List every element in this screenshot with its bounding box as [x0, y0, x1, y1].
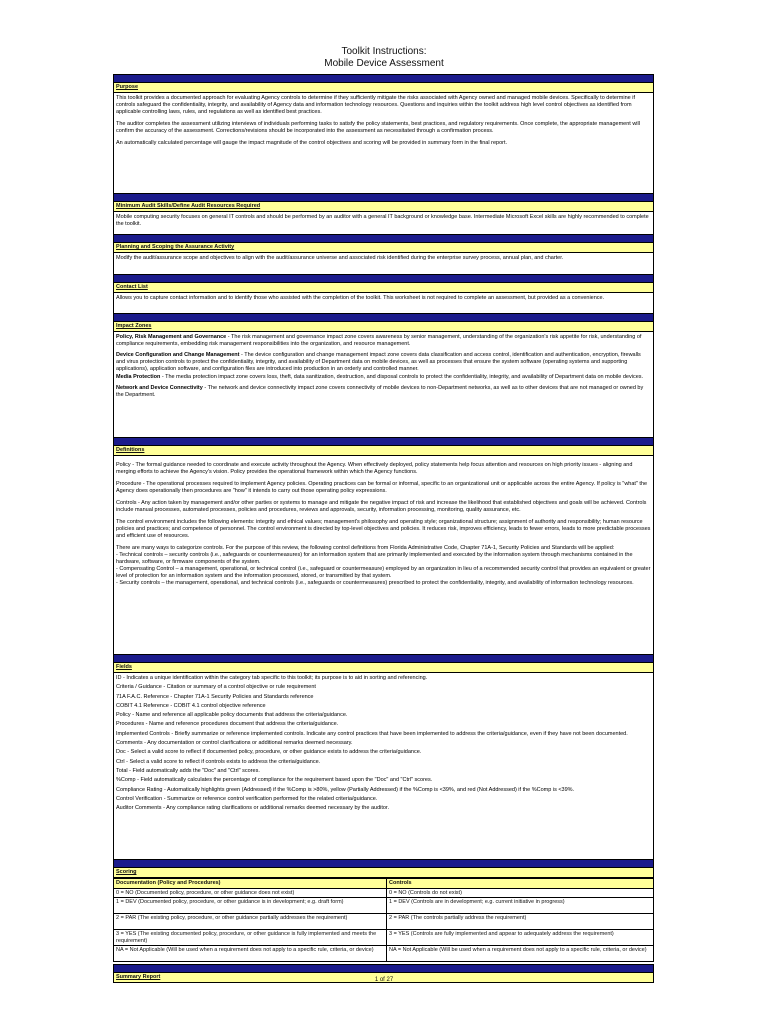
purpose-body	[113, 93, 654, 193]
skills-body	[113, 212, 654, 234]
definitions-body	[113, 456, 654, 654]
field-item: COBIT 4.1 Reference - COBIT 4.1 control objective reference	[116, 702, 266, 709]
scoring-col-ctrl: Controls	[387, 879, 654, 889]
purpose-paragraph: An automatically calculated percentage will gauge the impact magnitude of the control objectives and scoring will be provided in summary form in the final report.	[116, 140, 508, 146]
field-item: Criteria / Guidance - Citation or summary of a control objective or rule requirement	[116, 684, 316, 691]
skills-text: Mobile computing security focuses on general IT controls and should be performed by an auditor with a general IT background or knowledge base. Intermediate Microsoft Excel skills are highly recommended to complete the toolkit.	[116, 214, 649, 227]
impact-label: Media Protection	[116, 374, 161, 380]
impact-body	[113, 332, 654, 437]
field-item: 71A F.A.C. Reference - Chapter 71A-1 Security Policies and Standards reference	[116, 693, 314, 700]
purpose-paragraph: The auditor completes the assessment utilizing interviews of individuals performing tasks to satisfy the policy statements, best practices, and regulatory requirements. Once complete, the appropriate management will confirm the accuracy of the assessment. Corrections/revisions should be incorporated into the assessment as necessitated through a confirmation process.	[116, 121, 640, 134]
page-title: Toolkit Instructions:	[341, 46, 427, 57]
scoring-doc-cell: 1 = DEV (Documented policy, procedure, or other guidance is in development; e.g. draft form)	[114, 898, 387, 914]
definition-paragraph: Controls - Any action taken by management and/or other parties or systems to manage and mitigate the negative impact of risk and increase the likelihood that established objectives and goals will be achieved. Controls include manual processes, automated processes, policies and procedures, reviews and approvals, security, information processing, monitoring, quality assurance, etc.	[116, 500, 647, 513]
scoring-ctrl-cell: 1 = DEV (Controls are in development; e.g. current initiative in progress)	[387, 898, 654, 914]
scoring-table	[113, 878, 654, 962]
section-band	[113, 859, 654, 867]
scoring-col-doc: Documentation (Policy and Procedures)	[114, 879, 387, 889]
impact-item	[116, 385, 651, 399]
scoring-header-row	[114, 879, 654, 889]
section-band	[113, 964, 654, 972]
definition-paragraph: The control environment includes the following elements: integrity and ethical values; management's philosophy and operating style; organizational structure; assignment of authority and responsibility; human resource policies and practices; and competence of personnel. The control environment is directed by top-level objectives and policies. It reduces risk, improves efficiency, leads to fewer errors, leads to more predictable processes and efficient use of resources.	[116, 519, 651, 539]
field-item: ID - Indicates a unique identification within the category tab specific to this toolkit; its purpose is to aid in sorting and referencing.	[116, 675, 428, 681]
skills-heading: Minimum Audit Skills/Define Audit Resources Required	[113, 201, 654, 212]
definition-bullet: - Security controls – the management, operational, and technical controls (i.e., safeguards or countermeasures) prescribed to protect the confidentiality, integrity, and availability of information technology resources.	[116, 580, 634, 586]
contact-body	[113, 293, 654, 313]
planning-text: Modify the audit/assurance scope and objectives to align with the audit/assurance universe and associated risk identified during the enterprise survey process, annual plan, and charter.	[116, 255, 564, 261]
definition-bullet: - Compensating Control – a management, operational, or technical control (i.e., safeguard or countermeasure) employed by an organization in lieu of a recommended security control that provides an equivalent or greater level of protection for an information system and the information processed, stored, or transmitted by that system.	[116, 566, 651, 579]
impact-text: - The device configuration and change management impact zone covers data classification and access control, identification and authentication, encryption, firewalls and virus protection controls to protect the confidentiality, integrity, and availability of Department data on mobile devices, as well as processes that ensure the system software (operating systems and supporting applications), application software, and configuration files are introduced into production in an orderly and controlled manner.	[116, 352, 641, 372]
scoring-row	[114, 930, 654, 946]
field-item: Compliance Rating - Automatically highlights green (Addressed) if the %Comp is >80%, yellow (Partially Addressed) if the %Comp is <39%, and red (Not Addressed) if the %Comp is <39%.	[116, 786, 575, 793]
field-item: %Comp - Field automatically calculates the percentage of compliance for the requirement based upon the "Doc" and "Ctrl" scores.	[116, 777, 433, 784]
field-item: Total - Field automatically adds the "Doc" and "Ctrl" scores.	[116, 767, 260, 774]
page-subtitle: Mobile Device Assessment	[324, 58, 444, 69]
field-item: Control Verification - Summarize or reference control verification performed for the related criteria/guidance.	[116, 795, 378, 802]
scoring-row	[114, 888, 654, 898]
scoring-ctrl-cell: 2 = PAR (The controls partially address the requirement)	[387, 914, 654, 930]
scoring-row	[114, 914, 654, 930]
scoring-doc-cell: 3 = YES (The existing documented policy, procedure, or other guidance is fully implemented and meets the requirement)	[114, 930, 387, 946]
definition-paragraph: There are many ways to categorize controls. For the purpose of this review, the following control definitions from Florida Administrative Code, Chapter 71A-1, Security Policies and Standards will be applied:	[116, 545, 615, 551]
scoring-row	[114, 946, 654, 962]
field-item: Implemented Controls - Briefly summarize or reference implemented controls. Indicate any control practices that have been implemented to address the criteria/guidance, even if they have not been documented.	[116, 730, 628, 737]
impact-item	[116, 334, 651, 348]
scoring-doc-cell: 2 = PAR (The existing policy, procedure, or other guidance partially addresses the requirement)	[114, 914, 387, 930]
summary-heading: Summary Report	[113, 972, 654, 983]
field-item: Policy - Name and reference all applicable policy documents that address the criteria/guidance.	[116, 712, 348, 719]
instructions-sheet	[113, 74, 654, 983]
fields-body	[113, 673, 654, 859]
section-band	[113, 274, 654, 282]
page-number: 1 of 27	[374, 977, 394, 983]
section-band	[113, 654, 654, 662]
section-band	[113, 193, 654, 201]
purpose-paragraph: This toolkit provides a documented approach for evaluating Agency controls to determine if they sufficiently mitigate the risks associated with Agency owned and managed mobile devices. Specifically to determine if controls safeguard the confidentiality, integrity, and availability of Agency data and information technology resources. Questions and inquiries within the toolkit address high level control objectives as identified from applicable controlling laws, rules, and regulations as well as identified best practices.	[116, 95, 636, 115]
definitions-heading: Definitions	[113, 445, 654, 456]
impact-label: Device Configuration and Change Management	[116, 352, 240, 358]
contact-heading: Contact List	[113, 282, 654, 293]
scoring-doc-cell: NA = Not Applicable (Will be used when a requirement does not apply to a specific rule, criteria, or device)	[114, 946, 387, 962]
field-item: Ctrl - Select a valid score to reflect if controls exists to address the criteria/guidance.	[116, 758, 321, 765]
impact-text: - The risk management and governance impact zone covers awareness by senior management, understanding of the organization's risk appetite for risk, understanding of compliance requirements, embedding risk management responsibilities into the organization, and resource management.	[116, 334, 642, 347]
section-band	[113, 234, 654, 242]
impact-text: - The media protection impact zone covers loss, theft, data sanitization, destruction, and disposal controls to protect the confidentiality, integrity, and availability of Department data on mobile devices.	[160, 374, 644, 380]
definition-paragraph: Policy - The formal guidance needed to coordinate and execute activity throughout the Agency. When effectively deployed, policy statements help focus attention and resources on high priority issues - aligning and merging efforts to achieve the Agency's vision. Policy provides the operational framework within which the Agency functions.	[116, 462, 633, 475]
scoring-ctrl-cell: NA = Not Applicable (Will be used when a requirement does not apply to a specific rule, criteria, or device)	[387, 946, 654, 962]
scoring-doc-cell: 0 = NO (Documented policy, procedure, or other guidance does not exist)	[114, 888, 387, 898]
definition-paragraph: Procedure - The operational processes required to implement Agency policies. Operating practices can be formal or informal, specific to an organizational unit or applicable across the entire Agency. If policy is "what" the Agency does operationally then procedures are "how" it intends to carry out those operating policy expressions.	[116, 481, 648, 494]
field-item: Procedures - Name and reference procedures document that address the criteria/guidance.	[116, 721, 339, 728]
impact-label: Network and Device Connectivity	[116, 385, 203, 391]
section-band	[113, 313, 654, 321]
impact-label: Policy, Risk Management and Governance	[116, 334, 227, 340]
impact-text: - The network and device connectivity impact zone covers connectivity of mobile devices to non-Department networks, as well as to other devices that are not managed or owned by the Department.	[116, 385, 644, 398]
impact-heading: Impact Zones	[113, 321, 654, 332]
planning-heading: Planning and Scoping the Assurance Activity	[113, 242, 654, 253]
definition-bullet: - Technical controls – security controls (i.e., safeguards or countermeasures) for an information system that are primarily implemented and executed by the information system through mechanisms contained in the hardware, software, or firmware components of the system.	[116, 552, 633, 565]
purpose-heading: Purpose	[113, 82, 654, 93]
fields-heading: Fields	[113, 662, 654, 673]
planning-body	[113, 253, 654, 274]
contact-text: Allows you to capture contact information and to identify those who assisted with the completion of the toolkit. This worksheet is not required to complete an assessment, but provided as a convenience.	[116, 295, 605, 301]
scoring-ctrl-cell: 3 = YES (Controls are fully implemented and appear to adequately address the requirement)	[387, 930, 654, 946]
scoring-ctrl-cell: 0 = NO (Controls do not exist)	[387, 888, 654, 898]
impact-item	[116, 374, 651, 381]
field-item: Doc - Select a valid score to reflect if documented policy, procedure, or other guidance exists to address the criteria/guidance.	[116, 749, 422, 756]
scoring-row	[114, 898, 654, 914]
section-band	[113, 437, 654, 445]
impact-item	[116, 352, 651, 373]
field-item: Auditor Comments - Any compliance rating clarifications or additional remarks deemed necessary by the auditor.	[116, 805, 389, 812]
scoring-heading: Scoring	[113, 867, 654, 878]
field-item: Comments - Any documentation or control clarifications or additional remarks deemed necessary.	[116, 740, 353, 747]
section-band	[113, 74, 654, 82]
